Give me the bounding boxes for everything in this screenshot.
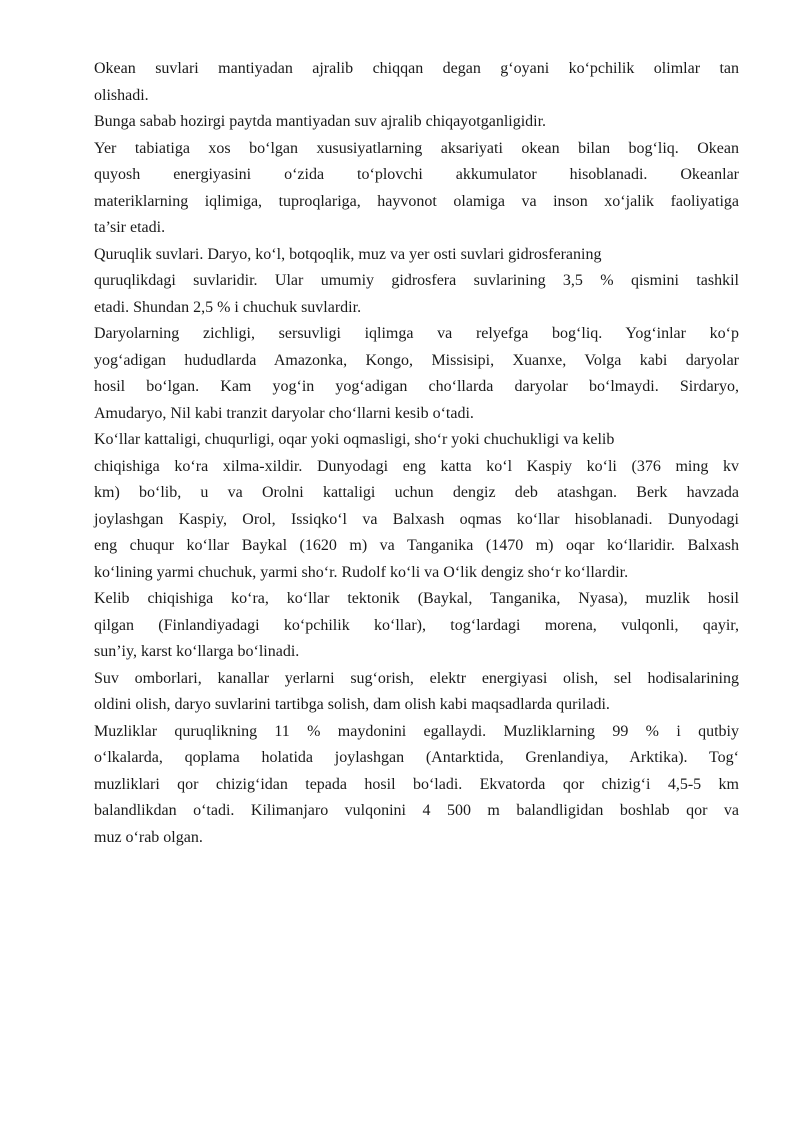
text-line: ta’sir etadi. bbox=[94, 219, 166, 236]
paragraph-lakes bbox=[94, 427, 739, 586]
text-line: Daryolarning zichligi, sersuvligi iqlimga va relyefga bog‘liq. Yog‘inlar ko‘p bbox=[94, 325, 739, 342]
paragraph-ocean-nature bbox=[94, 136, 739, 242]
text-line: Amudaryo, Nil kabi tranzit daryolar cho‘llarni kesib o‘tadi. bbox=[94, 404, 474, 422]
paragraph-reservoirs bbox=[94, 666, 739, 719]
paragraph-ocean-origin bbox=[94, 56, 739, 109]
text-line: yog‘adigan hududlarda Amazonka, Kongo, Missisipi, Xuanxe, Volga kabi daryolar bbox=[94, 351, 739, 369]
text-line: materiklarning iqlimiga, tuproqlariga, hayvonot olamiga va inson xo‘jalik faoliyatiga bbox=[94, 192, 739, 210]
text-line: muzliklari qor chizig‘idan tepada hosil bo‘ladi. Ekvatorda qor chizig‘i 4,5-5 km bbox=[94, 775, 739, 793]
paragraph-glaciers bbox=[94, 719, 739, 852]
text-line: joylashgan Kaspiy, Orol, Issiqko‘l va Balxash oqmas ko‘llar hisoblanadi. Dunyodagi bbox=[94, 510, 739, 528]
text-line: ko‘lining yarmi chuchuk, yarmi sho‘r. Rudolf ko‘li va O‘lik dengiz sho‘r ko‘llardir. bbox=[94, 563, 629, 581]
text-line: etadi. Shundan 2,5 % i chuchuk suvlardir. bbox=[94, 298, 362, 316]
document-body bbox=[94, 56, 739, 851]
text-line: Muzliklar quruqlikning 11 % maydonini egallaydi. Muzliklarning 99 % i qutbiy bbox=[94, 722, 739, 740]
text-line: oldini olish, daryo suvlarini tartibga solish, dam olish kabi maqsadlarda quriladi. bbox=[94, 696, 610, 713]
paragraph-lake-origin bbox=[94, 586, 739, 666]
text-line: Yer tabiatiga xos bo‘lgan xususiyatlarning aksariyati okean bilan bog‘liq. Okean bbox=[94, 139, 739, 157]
text-line: Suv omborlari, kanallar yerlarni sug‘orish, elektr energiyasi olish, sel hodisalarining bbox=[94, 669, 739, 687]
text-line: chiqishiga ko‘ra xilma-xildir. Dunyodagi eng katta ko‘l Kaspiy ko‘li (376 ming kv bbox=[94, 457, 739, 475]
text-line: eng chuqur ko‘llar Baykal (1620 m) va Tanganika (1470 m) oqar ko‘llaridir. Balxash bbox=[94, 537, 739, 554]
text-line: hosil bo‘lgan. Kam yog‘in yog‘adigan cho‘llarda daryolar bo‘lmaydi. Sirdaryo, bbox=[94, 378, 739, 395]
paragraph-rivers bbox=[94, 321, 739, 427]
paragraph-mantle-water bbox=[94, 109, 739, 136]
text-line: olishadi. bbox=[94, 86, 149, 104]
text-line: o‘lkalarda, qoplama holatida joylashgan (Antarktida, Grenlandiya, Arktika). Tog‘ bbox=[94, 749, 739, 766]
paragraph-land-waters bbox=[94, 242, 739, 322]
text-line: balandlikdan o‘tadi. Kilimanjaro vulqonini 4 500 m balandligidan boshlab qor va bbox=[94, 802, 739, 819]
text-line: Ko‘llar kattaligi, chuqurligi, oqar yoki oqmasligi, sho‘r yoki chuchukligi va kelib bbox=[94, 431, 615, 448]
text-line: sun’iy, karst ko‘llarga bo‘linadi. bbox=[94, 643, 300, 660]
text-line: Kelib chiqishiga ko‘ra, ko‘llar tektonik (Baykal, Tanganika, Nyasa), muzlik hosil bbox=[94, 590, 739, 607]
text-line: km) bo‘lib, u va Orolni kattaligi uchun dengiz deb atashgan. Berk havzada bbox=[94, 484, 739, 501]
text-line: Quruqlik suvlari. Daryo, ko‘l, botqoqlik, muz va yer osti suvlari gidrosferaning bbox=[94, 245, 602, 263]
text-line: muz o‘rab olgan. bbox=[94, 828, 203, 846]
text-line: Bunga sabab hozirgi paytda mantiyadan suv ajralib chiqayotganligidir. bbox=[94, 113, 547, 130]
text-line: Okean suvlari mantiyadan ajralib chiqqan degan g‘oyani ko‘pchilik olimlar tan bbox=[94, 60, 739, 77]
text-line: quruqlikdagi suvlaridir. Ular umumiy gidrosfera suvlarining 3,5 % qismini tashkil bbox=[94, 272, 739, 289]
text-line: qilgan (Finlandiyadagi ko‘pchilik ko‘llar), tog‘lardagi morena, vulqonli, qayir, bbox=[94, 616, 739, 634]
text-line: quyosh energiyasini o‘zida to‘plovchi akkumulator hisoblanadi. Okeanlar bbox=[94, 166, 739, 183]
